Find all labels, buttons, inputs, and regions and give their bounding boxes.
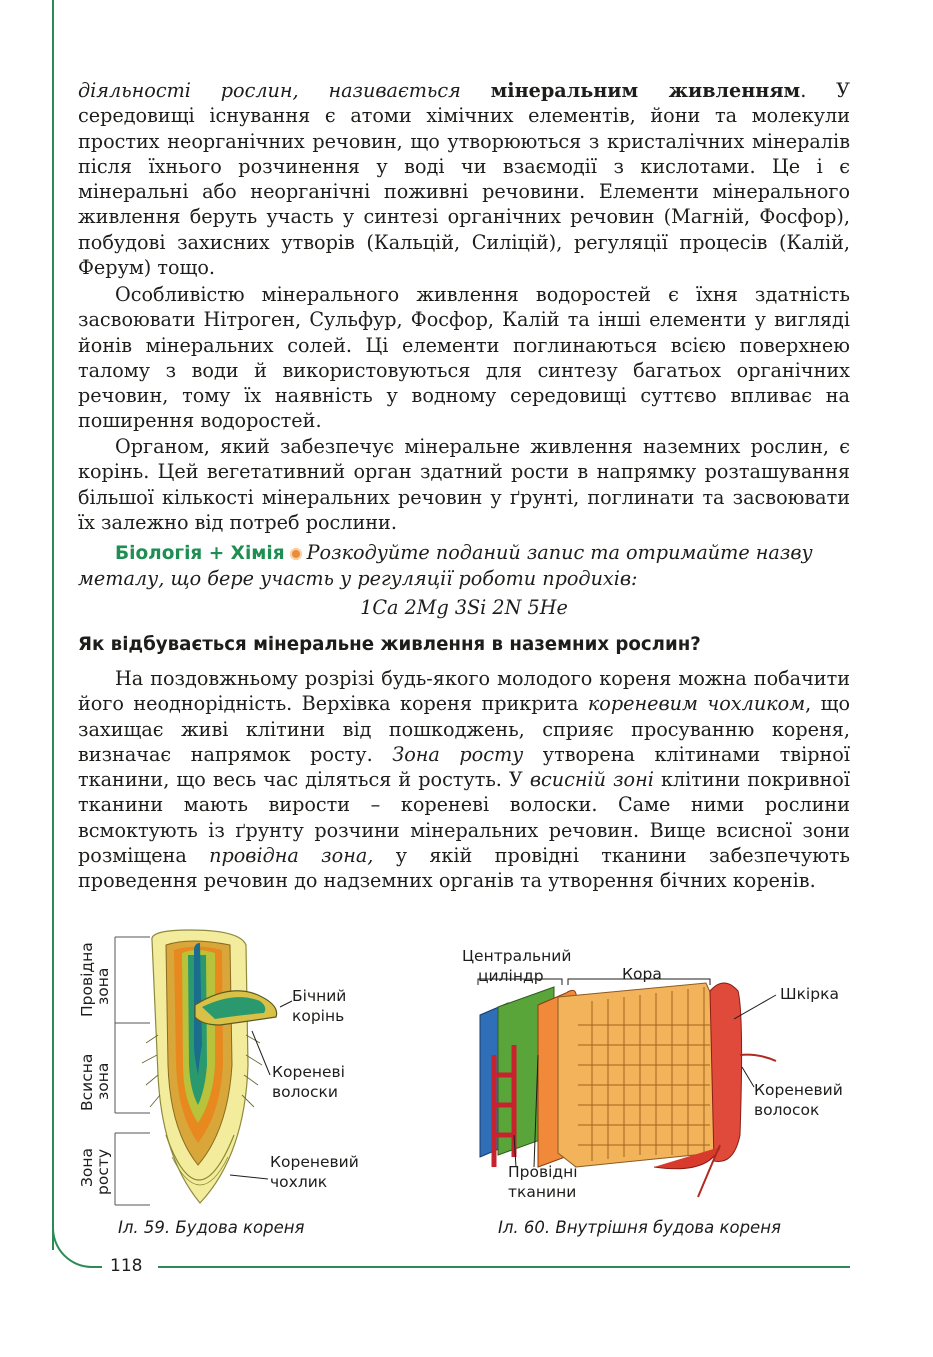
- label-central-cylinder-1: Центральний: [462, 947, 572, 965]
- zone-brackets: [115, 937, 150, 1205]
- p4-text-5: у якій провідні тканини забезпечують проведення речовин до надземних органів та утворення бічних коренів.: [78, 844, 850, 893]
- paragraph-algae: Особливістю мінерального живлення водоростей є їхня здатність засвоювати Нітроген, Сульфур, Фосфор, Калій та інші елементи у вигляді йонів мінеральних солей. Ці елементи поглинаються всією поверхнею талому з води й використовуються для синтезу багатьох органічних речовин, тому їх наявність у водному середовищі суттєво впливає на поширення водоростей.: [78, 283, 850, 433]
- label-cortex: Кора: [622, 965, 662, 983]
- root-illustration: [142, 930, 277, 1203]
- label-root-cap-1: Кореневий: [270, 1153, 359, 1171]
- zone-absorbing-label-2: зона: [94, 1062, 112, 1100]
- p4-text-2: , що захищає живі клітини від пошкоджень, сприяє просуванню кореня, визначає напрямок росту.: [78, 692, 850, 766]
- zone-conducting-label-1: Провідна: [78, 942, 96, 1017]
- term-root-cap: кореневим чохликом: [587, 692, 806, 716]
- flower-icon: [290, 548, 302, 560]
- zone-absorbing-label-1: Всисна: [78, 1053, 96, 1111]
- bio-chem-formula: 1Ca 2Mg 3Si 2N 5He: [360, 596, 568, 619]
- label-root-hair-1: Кореневий: [754, 1081, 843, 1099]
- page-frame-left: [52, 0, 54, 1250]
- bio-chem-task-text: Розкодуйте поданий запис та отримайте назву металу, що бере участь у регуляції роботи продихів:: [78, 541, 813, 591]
- figure-root-structure: [70, 925, 400, 1210]
- p4-text-4: клітини покривної тканини мають вирости – кореневі волоски. Саме ними рослини всмоктують із ґрунту розчини мінеральних речовин. Вище всисної зони розміщена: [78, 768, 850, 868]
- zone-growth-label-2: росту: [94, 1148, 112, 1195]
- page-frame-bottom: [158, 1266, 850, 1268]
- term-mineral-nutrition: мінеральним живленням: [490, 79, 801, 102]
- term-growth-zone: Зона росту: [392, 742, 524, 766]
- section-heading: Як відбувається мінеральне живлення в наземних рослин?: [78, 634, 701, 655]
- bio-chem-task: [78, 540, 850, 592]
- p4-text-3: утворена клітинами твірної тканини, що весь час діляться й ростуть. У: [78, 742, 850, 792]
- label-lateral-root-2: корінь: [292, 1007, 345, 1025]
- label-central-cylinder-2: циліндр: [478, 967, 544, 985]
- term-conducting-zone: провідна зона,: [209, 844, 374, 868]
- label-conducting-tissues-1: Провідні: [508, 1163, 578, 1181]
- p1-rest: . У середовищі існування є атоми хімічних елементів, йони та молекули простих неорганічних речовин, що утворюються з кристалічних мінералів після їхнього розчинення у воді чи взаємодії з кислотами. Це і є мінеральні або неорганічні поживні речовини. Елементи мінерального живлення беруть участь у синтезі органічних речовин (Магній, Фосфор), побудові захисних утворів (Кальцій, Силіцій), регуляції процесів (Калій, Ферум) тощо.: [78, 79, 850, 280]
- paragraph-root-zones: [78, 666, 850, 894]
- label-skin: Шкірка: [780, 985, 839, 1003]
- zone-growth-label-1: Зона: [78, 1147, 96, 1187]
- figure-60-caption: Іл. 60. Внутрішня будова кореня: [498, 1218, 781, 1237]
- page-number: 118: [110, 1256, 143, 1276]
- paragraph-root: Органом, який забезпечує мінеральне живлення наземних рослин, є корінь. Цей вегетативний орган здатний рости в напрямку розташування більшої кількості мінеральних речовин у ґрунті, поглинати та засвоювати їх залежно від потреб рослини.: [78, 435, 850, 534]
- label-root-hair-2: волосок: [754, 1101, 820, 1119]
- label-lateral-root-1: Бічний: [292, 987, 347, 1005]
- term-absorbing-zone: всисній зоні: [529, 768, 654, 792]
- zone-conducting-label-2: зона: [94, 967, 112, 1005]
- page-frame-corner: [52, 1218, 102, 1268]
- figure-internal-root-structure: [458, 935, 878, 1210]
- p4-text-1: На поздовжньому розрізі будь-якого молодого кореня можна побачити його неоднорідність. Верхівка кореня прикрита: [78, 667, 850, 716]
- figure-59-caption: Іл. 59. Будова кореня: [118, 1218, 305, 1237]
- label-root-hairs-2: волоски: [272, 1083, 338, 1101]
- paragraph-mineral-nutrition: [78, 78, 850, 280]
- label-root-hairs-1: Кореневі: [272, 1063, 345, 1081]
- label-root-cap-2: чохлик: [270, 1173, 328, 1191]
- p1-italic: діяльності рослин, називається: [78, 79, 461, 102]
- label-conducting-tissues-2: тканини: [508, 1183, 577, 1201]
- bio-chem-title: Біологія + Хімія: [115, 543, 285, 564]
